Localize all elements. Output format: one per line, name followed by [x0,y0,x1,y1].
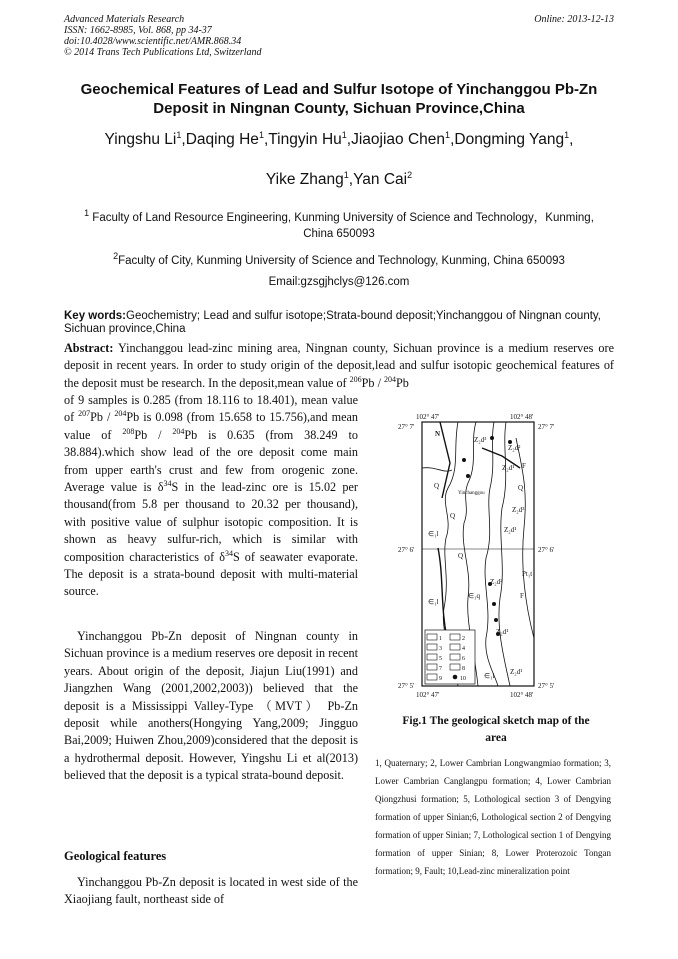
north-arrow-label: N [435,430,441,438]
svg-text:5: 5 [439,656,442,662]
abstract-continued: of 9 samples is 0.285 (from 18.116 to 18.401), mean value of $^{207}$Pb / $^{204}$Pb is 0.098 (from 15.658 to 15.756),and mean value of $^{208}$Pb / $^{204}$Pb is 0.635 (from 38.249 to 38.884).which show lead of the ore deposit come main from upper earth's crust and few from orogenic zone. Average value is $\delta^{34}S$ in the lead-zinc ore is 15.02 per thousand(from 5.8 per thousand to 20.32 per thousand), with positive value of sulphur isotopic composition. It is shown as heavy sulfur-rich, which is similar with composition characteristics of $\delta^{34}S$ of seawater evaporate. The deposit is a strata-bound deposit with multi-material source. [64,393,359,599]
keywords [64,310,614,336]
keywords-text: Geochemistry; Lead and sulfur isotope;Strata-bound deposit;Yinchanggou of Ningnan county, Sichuan province,China [64,310,601,335]
svg-text:10: 10 [460,676,466,682]
author-1: Yingshu Li [104,131,177,149]
abstract-intro: Abstract: Yinchanggou lead-zinc mining area, Ningnan county, Sichuan province is a medium reserves ore deposit in recent years. In order to study origin of the deposit,lead and sulfur isotopic geochemical features of the deposit must be research. In the deposit,mean value of $^{206}$Pb / $^{204}$Pb [64,341,614,390]
map-label: Z₂d¹ [502,464,515,472]
svg-text:9: 9 [439,676,442,682]
map-label: Z₂d¹ [510,668,523,676]
fault-label: F [522,462,526,470]
map-label: Pt₁t [522,570,533,578]
figure-legend-text: 1, Quaternary; 2, Lower Cambrian Longwangmiao formation; 3, Lower Cambrian Canglangpu formation; 4, Lower Cambrian Qiongzhusi formation; 5, Lothological section 3 of Dengying formation of upper Sinian;6, Lothological section 2 of Dengying formation of upper Sinian; 7, Lothological section 1 of Dengying formation of upper Sinian; 8, Lower Proterozoic Tongan formation; 9, Fault; 10,Lead-zinc mineralization point [375,758,611,876]
map-label: Z₂d² [508,444,521,452]
map-label: Q [434,482,440,490]
lon-top-right: 102° 48' [510,413,534,421]
map-label: ∈₁l [484,672,495,680]
title-line-2: Deposit in Ningnan County, Sichuan Province,China [153,100,525,117]
svg-text:7: 7 [439,666,442,672]
author-line-2: Yike Zhang$^1$,Yan Cai$^2$ [265,170,413,189]
map-label: Z₂d³ [512,506,525,514]
copyright-line: © 2014 Trans Tech Publications Ltd, Switzerland [64,47,262,58]
journal-name: Advanced Materials Research [64,14,185,25]
lat-top-right: 27° 7' [538,423,555,431]
author-line-1: Yingshu Li$^1$,Daqing He$^1$,Tingyin Hu$^1$,Jiaojiao Chen$^1$,Dongming Yang$^1$, [104,130,574,149]
author-5: Dongming Yang [454,131,565,149]
lat-mid-left: 27° 6' [398,546,415,554]
author-7: Yan Cai [353,171,408,189]
place-label: Yinchanggou [458,491,485,496]
intro-paragraph: Yinchanggou Pb-Zn deposit of Ningnan county in Sichuan province is a medium reserves ore deposit in recent years. About origin of the deposit, Jiajun Liu(1991) and Jiangzhen Wang (2001,2002,2003)) believed that the deposit is a Mississippi Valley-Type （MVT） Pb-Zn deposit while anothers(Hongying Yang,2009; Jingguo Bai,2009; Huiwen Zhou,2009)considered that the deposit is a hydrothermal deposit. However, Yingshu Li et al(2013) believed that the deposit is a typical strata-bound deposit. [64,629,358,783]
keywords-label: Key words: [64,310,126,322]
author-3: Tingyin Hu [268,131,342,149]
author-6: Yike Zhang [265,171,344,189]
svg-text:2: 2 [462,636,465,642]
title-line-1: Geochemical Features of Lead and Sulfur Isotope of Yinchanggou Pb-Zn [80,81,598,98]
lon-bot-left: 102° 47' [416,691,440,698]
doi-line: doi:10.4028/www.scientific.net/AMR.868.34 [64,36,242,47]
map-label: Z₂d³ [474,436,487,444]
map-label: Z₂d¹ [504,526,517,534]
lat-bot-left: 27° 5' [398,682,415,690]
map-label: ∈₁l [428,530,439,538]
svg-text:4: 4 [462,646,465,652]
map-legend [425,630,475,684]
map-label: Z₂d² [490,578,503,586]
svg-text:8: 8 [462,666,465,672]
issn-line: ISSN: 1662-8985, Vol. 868, pp 34-37 [64,25,212,36]
author-4: Jiaojiao Chen [351,131,446,149]
map-label: Q [518,484,524,492]
geo-paragraph: Yinchanggou Pb-Zn deposit is located in west side of the Xiaojiang fault, northeast side of [64,875,358,907]
lat-top-left: 27° 7' [398,423,415,431]
affiliation-1: $^1$ Faculty of Land Resource Engineering, Kunming University of Science and Technology，Kunming, China 650093 [84,208,594,240]
figure-caption: Fig.1 The geological sketch map of the area [402,715,590,744]
map-label: Q [458,552,464,560]
online-date: Online: 2013-12-13 [534,14,614,25]
map-label: Q [450,512,456,520]
map-label: ∈₁l [428,598,439,606]
lat-bot-right: 27° 5' [538,682,555,690]
map-label: ∈₁q [468,592,481,600]
lon-top-left: 102° 47' [416,413,440,421]
svg-text:6: 6 [462,656,465,662]
fault-label: F [520,592,524,600]
lat-mid-right: 27° 6' [538,546,555,554]
paper-title [50,80,628,118]
journal-header [64,14,262,58]
email: Email:gzsgjhclys@126.com [268,276,410,288]
lon-bot-right: 102° 48' [510,691,534,698]
map-label: Z₂d¹ [496,628,509,636]
author-2: Daqing He [185,131,259,149]
geological-sketch-map [398,408,558,698]
section-heading-geological-features: Geological features [64,849,167,863]
affiliation-2: $^2$Faculty of City, Kunming University of Science and Technology, Kunming, China 650093 [113,251,565,267]
abstract-label: Abstract: [64,341,114,355]
svg-text:1: 1 [439,636,442,642]
svg-text:3: 3 [439,646,442,652]
